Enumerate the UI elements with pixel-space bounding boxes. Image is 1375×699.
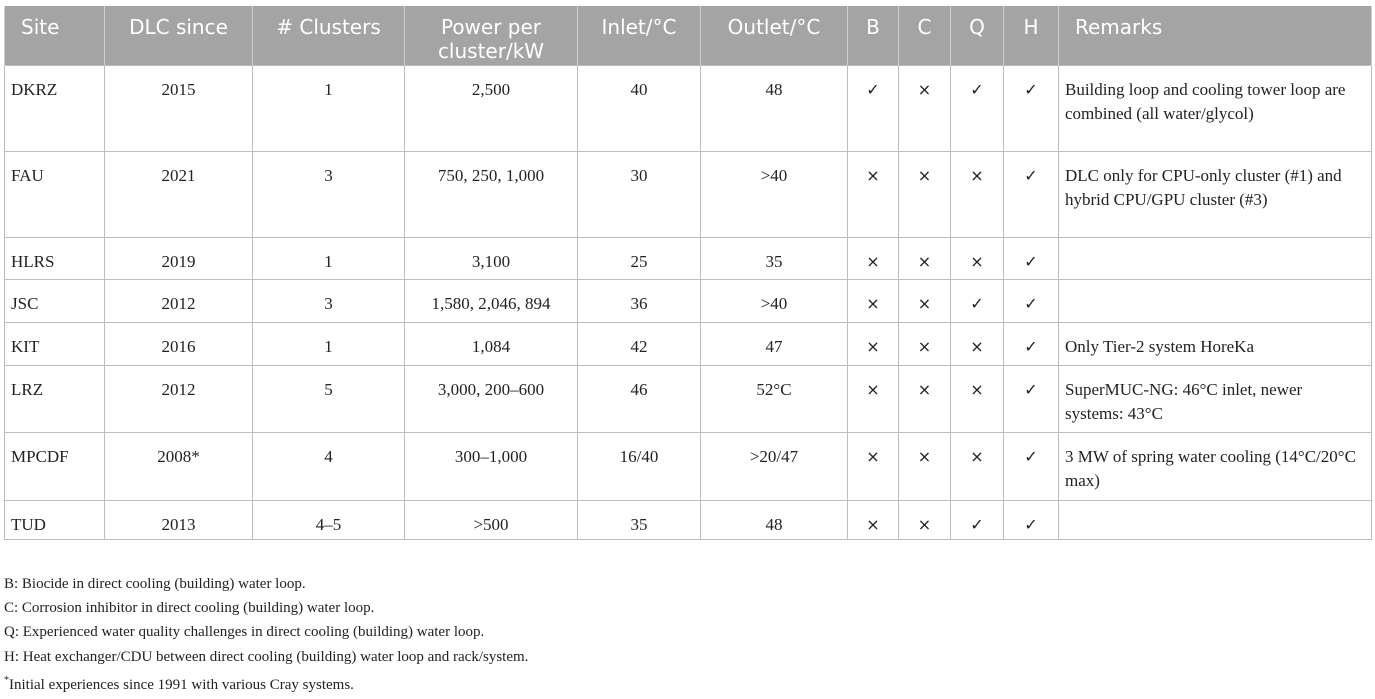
cell-inlet: 40 [578, 65, 701, 151]
cell-site: MPCDF [5, 432, 105, 500]
header-row [5, 6, 1372, 65]
header-b: B [848, 6, 899, 65]
cell-inlet: 35 [578, 500, 701, 539]
data-table [4, 6, 1372, 540]
cell-b: × [848, 500, 899, 539]
cell-c: × [899, 279, 951, 322]
cell-b: × [848, 365, 899, 432]
table-row [5, 237, 1372, 279]
cell-power: 1,580, 2,046, 894 [405, 279, 578, 322]
cell-power: 3,100 [405, 237, 578, 279]
cell-clusters: 5 [253, 365, 405, 432]
cell-outlet: 35 [701, 237, 848, 279]
table-row [5, 65, 1372, 151]
cell-b: ✓ [848, 65, 899, 151]
cell-h: ✓ [1004, 279, 1059, 322]
cell-dlc-since: 2012 [105, 365, 253, 432]
header-h: H [1004, 6, 1059, 65]
cell-outlet: 47 [701, 322, 848, 365]
cell-clusters: 4–5 [253, 500, 405, 539]
cell-b: × [848, 279, 899, 322]
cell-inlet: 46 [578, 365, 701, 432]
cell-c: × [899, 365, 951, 432]
cell-clusters: 1 [253, 322, 405, 365]
header-power-per-cluster: Power per cluster/kW [405, 6, 578, 65]
cell-b: × [848, 151, 899, 237]
cell-c: × [899, 322, 951, 365]
cell-remarks: SuperMUC-NG: 46°C inlet, newer systems: 43°C [1059, 365, 1372, 432]
header-site: Site [5, 6, 105, 65]
cell-site: LRZ [5, 365, 105, 432]
cell-c: × [899, 432, 951, 500]
cell-power: 3,000, 200–600 [405, 365, 578, 432]
cell-remarks: 3 MW of spring water cooling (14°C/20°C max) [1059, 432, 1372, 500]
cell-outlet: >20/47 [701, 432, 848, 500]
cell-h: ✓ [1004, 151, 1059, 237]
cell-remarks [1059, 279, 1372, 322]
table-row [5, 151, 1372, 237]
table-row [5, 365, 1372, 432]
cell-remarks: Only Tier-2 system HoreKa [1059, 322, 1372, 365]
cell-remarks: DLC only for CPU-only cluster (#1) and hybrid CPU/GPU cluster (#3) [1059, 151, 1372, 237]
footnote-text: Initial experiences since 1991 with various Cray systems. [9, 676, 354, 693]
cell-power: 1,084 [405, 322, 578, 365]
cell-c: × [899, 65, 951, 151]
cell-dlc-since: 2013 [105, 500, 253, 539]
cell-site: DKRZ [5, 65, 105, 151]
cell-site: KIT [5, 322, 105, 365]
cell-power: 750, 250, 1,000 [405, 151, 578, 237]
cell-c: × [899, 237, 951, 279]
cell-inlet: 30 [578, 151, 701, 237]
cell-h: ✓ [1004, 237, 1059, 279]
cell-remarks [1059, 237, 1372, 279]
cell-q: × [951, 151, 1004, 237]
cell-clusters: 4 [253, 432, 405, 500]
table-notes [4, 572, 1364, 697]
cell-q: × [951, 322, 1004, 365]
cell-clusters: 1 [253, 65, 405, 151]
table-header [5, 6, 1372, 65]
cell-outlet: >40 [701, 151, 848, 237]
footnote-marker: * [4, 674, 9, 686]
header-inlet: Inlet/°C [578, 6, 701, 65]
cell-q: × [951, 237, 1004, 279]
header-dlc-since: DLC since [105, 6, 253, 65]
cell-h: ✓ [1004, 322, 1059, 365]
cell-inlet: 36 [578, 279, 701, 322]
note-h: H: Heat exchanger/CDU between direct cooling (building) water loop and rack/system. [4, 648, 529, 665]
cell-power: 2,500 [405, 65, 578, 151]
cell-b: × [848, 237, 899, 279]
cell-outlet: 52°C [701, 365, 848, 432]
cell-dlc-since: 2008* [105, 432, 253, 500]
cell-c: × [899, 500, 951, 539]
cell-remarks [1059, 500, 1372, 539]
note-c: C: Corrosion inhibitor in direct cooling (building) water loop. [4, 600, 375, 617]
cell-q: ✓ [951, 279, 1004, 322]
cell-site: HLRS [5, 237, 105, 279]
cell-dlc-since: 2021 [105, 151, 253, 237]
cell-site: TUD [5, 500, 105, 539]
cell-remarks: Building loop and cooling tower loop are combined (all water/glycol) [1059, 65, 1372, 151]
cell-dlc-since: 2015 [105, 65, 253, 151]
cell-q: × [951, 432, 1004, 500]
header-outlet: Outlet/°C [701, 6, 848, 65]
cell-inlet: 25 [578, 237, 701, 279]
header-c: C [899, 6, 951, 65]
cell-dlc-since: 2019 [105, 237, 253, 279]
cell-site: JSC [5, 279, 105, 322]
table-row [5, 322, 1372, 365]
cell-inlet: 16/40 [578, 432, 701, 500]
cell-q: ✓ [951, 500, 1004, 539]
cell-h: ✓ [1004, 432, 1059, 500]
cell-outlet: 48 [701, 500, 848, 539]
cell-dlc-since: 2012 [105, 279, 253, 322]
cell-power: >500 [405, 500, 578, 539]
table-row [5, 279, 1372, 322]
note-q: Q: Experienced water quality challenges in direct cooling (building) water loop. [4, 624, 485, 641]
note-footnote [4, 669, 1364, 697]
cell-site: FAU [5, 151, 105, 237]
cell-b: × [848, 432, 899, 500]
cell-q: × [951, 365, 1004, 432]
cell-outlet: 48 [701, 65, 848, 151]
cell-h: ✓ [1004, 65, 1059, 151]
header-q: Q [951, 6, 1004, 65]
cell-dlc-since: 2016 [105, 322, 253, 365]
table-body [5, 65, 1372, 539]
cell-clusters: 1 [253, 237, 405, 279]
cell-outlet: >40 [701, 279, 848, 322]
cell-h: ✓ [1004, 500, 1059, 539]
cell-q: ✓ [951, 65, 1004, 151]
note-b: B: Biocide in direct cooling (building) water loop. [4, 576, 306, 592]
cell-inlet: 42 [578, 322, 701, 365]
cell-power: 300–1,000 [405, 432, 578, 500]
header-clusters: # Clusters [253, 6, 405, 65]
cell-c: × [899, 151, 951, 237]
cell-clusters: 3 [253, 279, 405, 322]
table-row [5, 500, 1372, 539]
table-row [5, 432, 1372, 500]
cell-h: ✓ [1004, 365, 1059, 432]
header-remarks: Remarks [1059, 6, 1372, 65]
cell-b: × [848, 322, 899, 365]
cell-clusters: 3 [253, 151, 405, 237]
